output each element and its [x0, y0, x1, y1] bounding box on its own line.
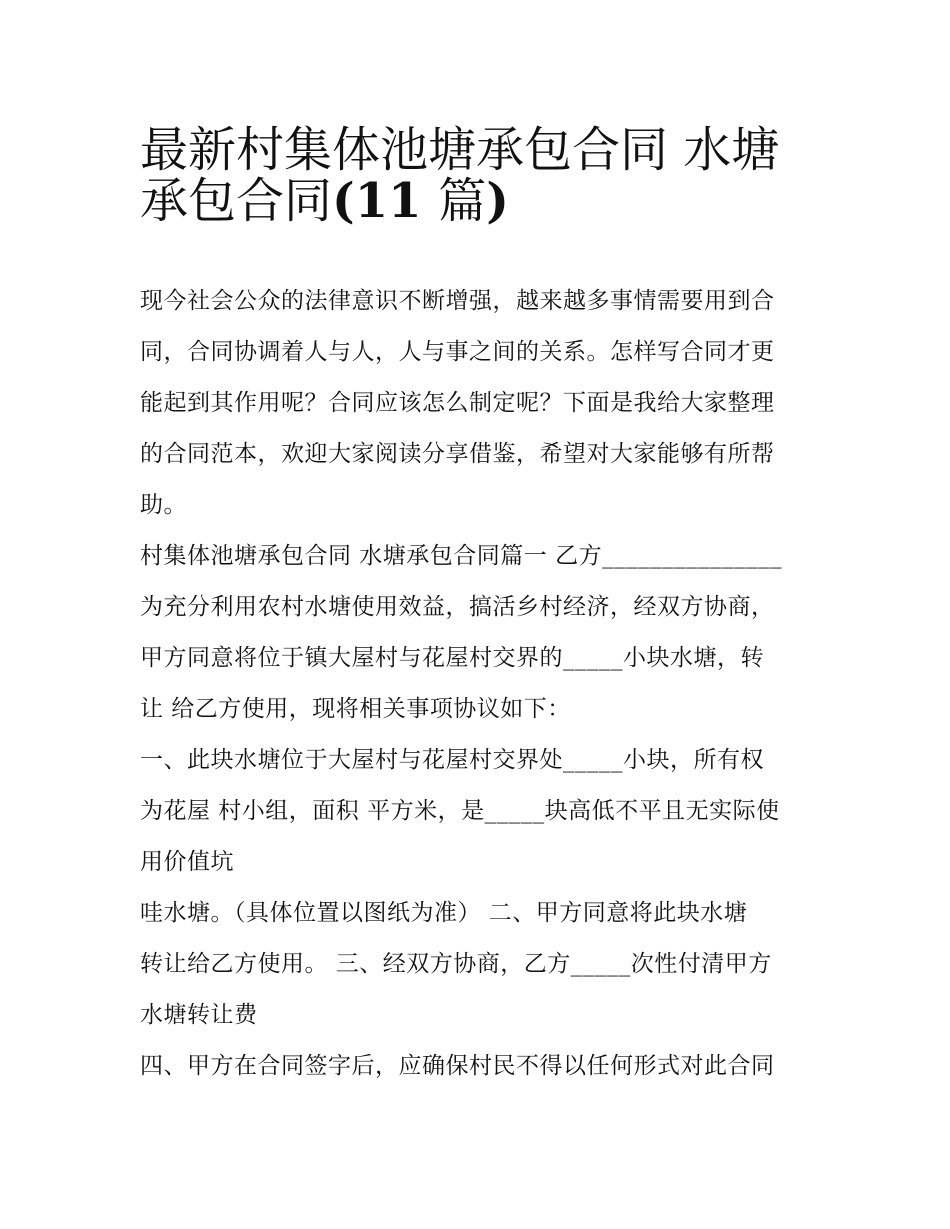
- body-line: 能起到其作用呢？合同应该怎么制定呢？下面是我给大家整理: [140, 390, 775, 416]
- body-line: 一、此块水塘位于大屋村与花屋村交界处_____小块，所有权: [140, 747, 764, 773]
- body-line: 甲方同意将位于镇大屋村与花屋村交界的_____小块水塘，转: [140, 645, 764, 671]
- title-line-2-prefix: 承包合同: [140, 173, 333, 229]
- document-title: [140, 112, 830, 229]
- body-line: 四、甲方在合同签字后，应确保村民不得以任何形式对此合同: [140, 1053, 775, 1079]
- body-line: 的合同范本，欢迎大家阅读分享借鉴，希望对大家能够有所帮: [140, 441, 775, 467]
- body-line: 转让给乙方使用。 三、经双方协商，乙方_____次性付清甲方: [140, 951, 772, 977]
- body-line: 现今社会公众的法律意识不断增强，越来越多事情需要用到合: [140, 288, 775, 314]
- body-line: 为花屋 村小组，面积 平方米，是_____块高低不平且无实际使: [140, 798, 780, 824]
- body-line: 为充分利用农村水塘使用效益，搞活乡村经济，经双方协商，: [140, 594, 775, 620]
- title-count-unit: 篇: [438, 173, 487, 229]
- title-close-paren: ): [486, 173, 509, 229]
- title-line-1: 最新村集体池塘承包合同 水塘: [140, 122, 780, 178]
- body-line: 助。: [140, 492, 187, 518]
- document-body: [140, 276, 820, 1092]
- body-line: 用价值坑: [140, 849, 234, 875]
- body-line: 哇水塘。（具体位置以图纸为准） 二、甲方同意将此块水塘: [140, 900, 748, 926]
- body-line: 水塘转让费: [140, 1002, 258, 1028]
- body-line: 让 给乙方使用，现将相关事项协议如下：: [140, 696, 571, 722]
- body-line: 同，合同协调着人与人，人与事之间的关系。怎样写合同才更: [140, 339, 775, 365]
- title-count-number: (11: [332, 173, 439, 229]
- body-line: 村集体池塘承包合同 水塘承包合同篇一 乙方_______________: [140, 543, 783, 569]
